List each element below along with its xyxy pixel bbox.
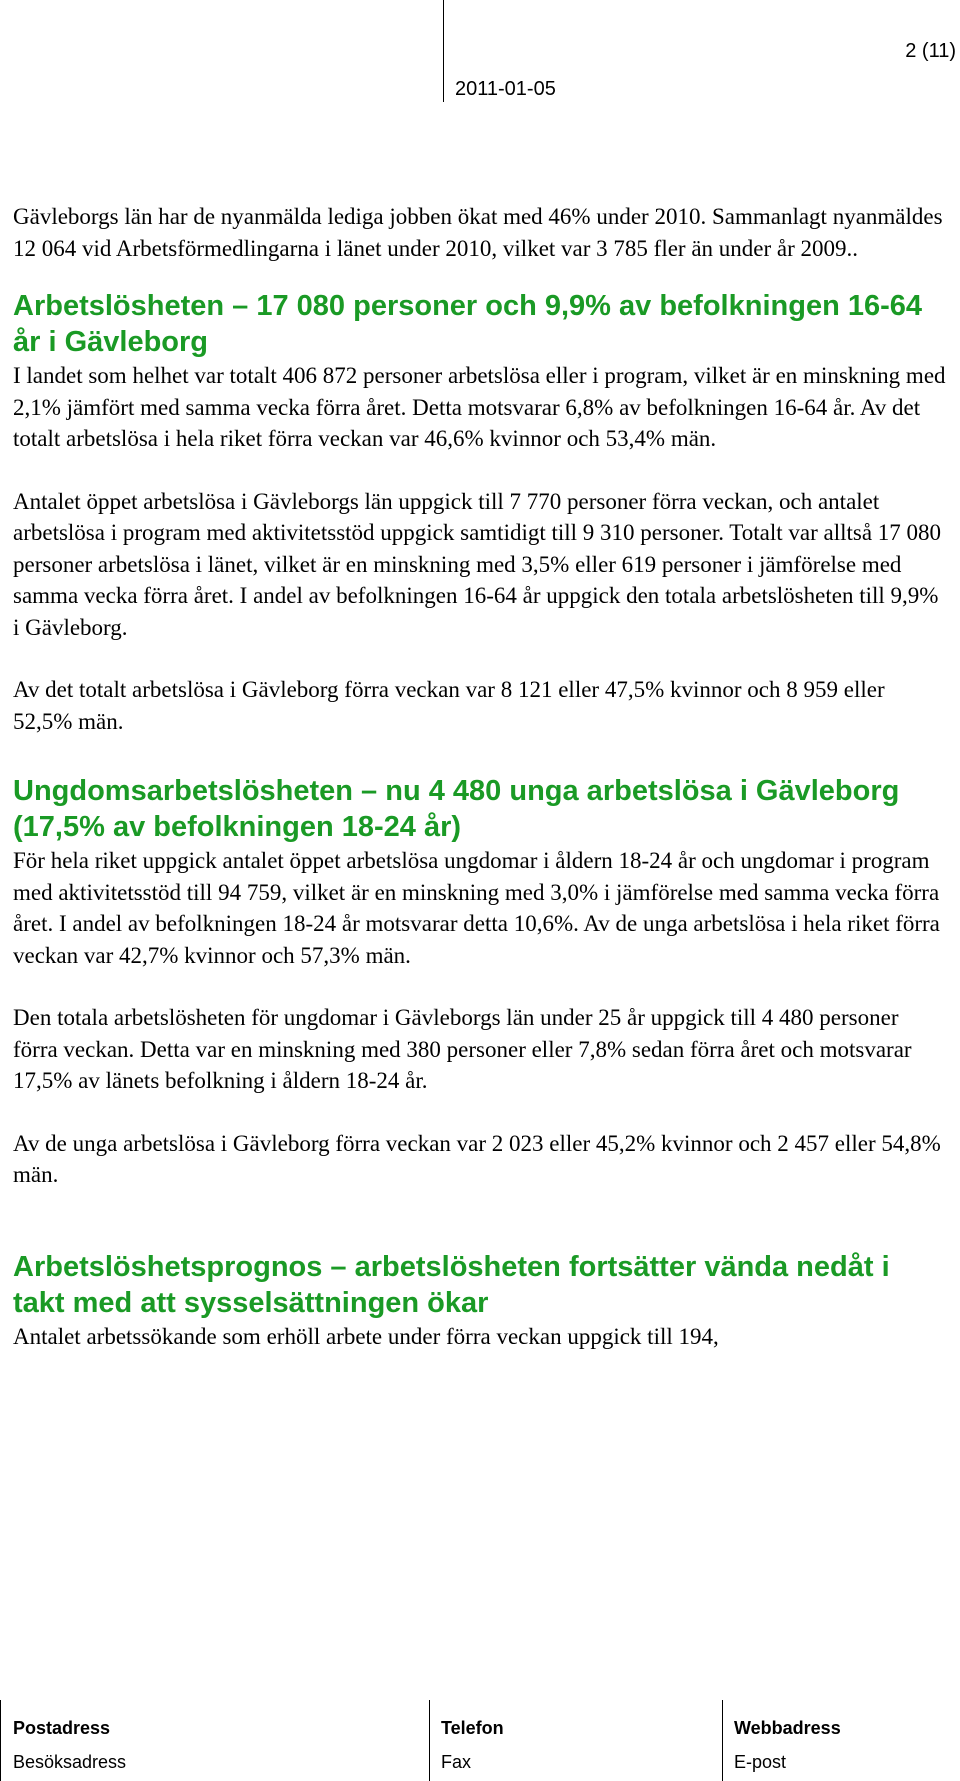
footer-email-label: E-post — [734, 1752, 787, 1772]
footer-divider — [429, 1700, 430, 1781]
youth-paragraph-3: Av de unga arbetslösa i Gävleborg förra veckan var 2 023 eller 45,2% kvinnor och 2 457 eller 54,8% män. — [13, 1130, 941, 1187]
page-number: 2 (11) — [905, 40, 956, 62]
footer-web-address-label: Webbadress — [734, 1718, 841, 1738]
unemployment-paragraph-3: Av det totalt arbetslösa i Gävleborg förra veckan var 8 121 eller 47,5% kvinnor och 8 959 eller 52,5% män. — [13, 677, 885, 734]
footer-phone-label: Telefon — [441, 1718, 504, 1738]
section-heading-youth-unemployment: Ungdomsarbetslösheten – nu 4 480 unga arbetslösa i Gävleborg (17,5% av befolkningen 18-24 år) — [13, 775, 900, 843]
unemployment-paragraph-1: I landet som helhet var totalt 406 872 personer arbetslösa eller i program, vilket är en minskning med 2,1% jämfört med samma vecka förra året. Detta motsvarar 6,8% av befolkningen 16-64 år. Av det totalt arbetslösa i hela riket förra veckan var 46,6% kvinnor och 53,4% män. — [13, 363, 946, 451]
section-heading-unemployment: Arbetslösheten – 17 080 personer och 9,9% av befolkningen 16-64 år i Gävleborg — [13, 290, 923, 358]
footer-fax-label: Fax — [441, 1752, 472, 1772]
footer-visiting-address-label: Besöksadress — [13, 1752, 127, 1772]
forecast-paragraph-1: Antalet arbetssökande som erhöll arbete under förra veckan uppgick till 194, — [13, 1323, 719, 1349]
section-heading-forecast: Arbetslöshetsprognos – arbetslösheten fortsätter vända nedåt i takt med att sysselsättningen ökar — [13, 1250, 890, 1319]
youth-paragraph-2: Den totala arbetslösheten för ungdomar i Gävleborgs län under 25 år uppgick till 4 480 personer förra veckan. Detta var en minskning med 380 personer eller 7,8% sedan förra året och motsvarar 17,5% av länets befolkning i åldern 18-24 år. — [13, 1005, 912, 1093]
intro-paragraph: Gävleborgs län har de nyanmälda lediga jobben ökat med 46% under 2010. Sammanlagt nyanmäldes 12 064 vid Arbetsförmedlingarna i länet under 2010, vilket var 3 785 fler än under år 2009.. — [13, 204, 943, 261]
footer-divider — [0, 1700, 1, 1781]
document-body — [13, 201, 948, 1352]
document-date: 2011-01-05 — [455, 78, 556, 100]
footer-postal-address-label: Postadress — [13, 1718, 111, 1738]
unemployment-paragraph-2: Antalet öppet arbetslösa i Gävleborgs län uppgick till 7 770 personer förra veckan, och antalet arbetslösa i program med aktivitetsstöd uppgick samtidigt till 9 310 personer. Totalt var alltså 17 080 personer arbetslösa i länet, vilket är en minskning med 3,5% eller 619 personer i jämförelse med samma vecka förra året. I andel av befolkningen 16-64 år uppgick den totala arbetslösheten till 9,9% i Gävleborg. — [13, 488, 942, 640]
footer-divider — [722, 1700, 723, 1781]
youth-paragraph-1: För hela riket uppgick antalet öppet arbetslösa ungdomar i åldern 18-24 år och ungdomar i program med aktivitetsstöd till 94 759, vilket är en minskning med 3,0% i jämförelse med samma vecka förra året. I andel av befolkningen 18-24 år motsvarar detta 10,6%. Av de unga arbetslösa i hela riket förra veckan var 42,7% kvinnor och 57,3% män. — [13, 848, 940, 968]
